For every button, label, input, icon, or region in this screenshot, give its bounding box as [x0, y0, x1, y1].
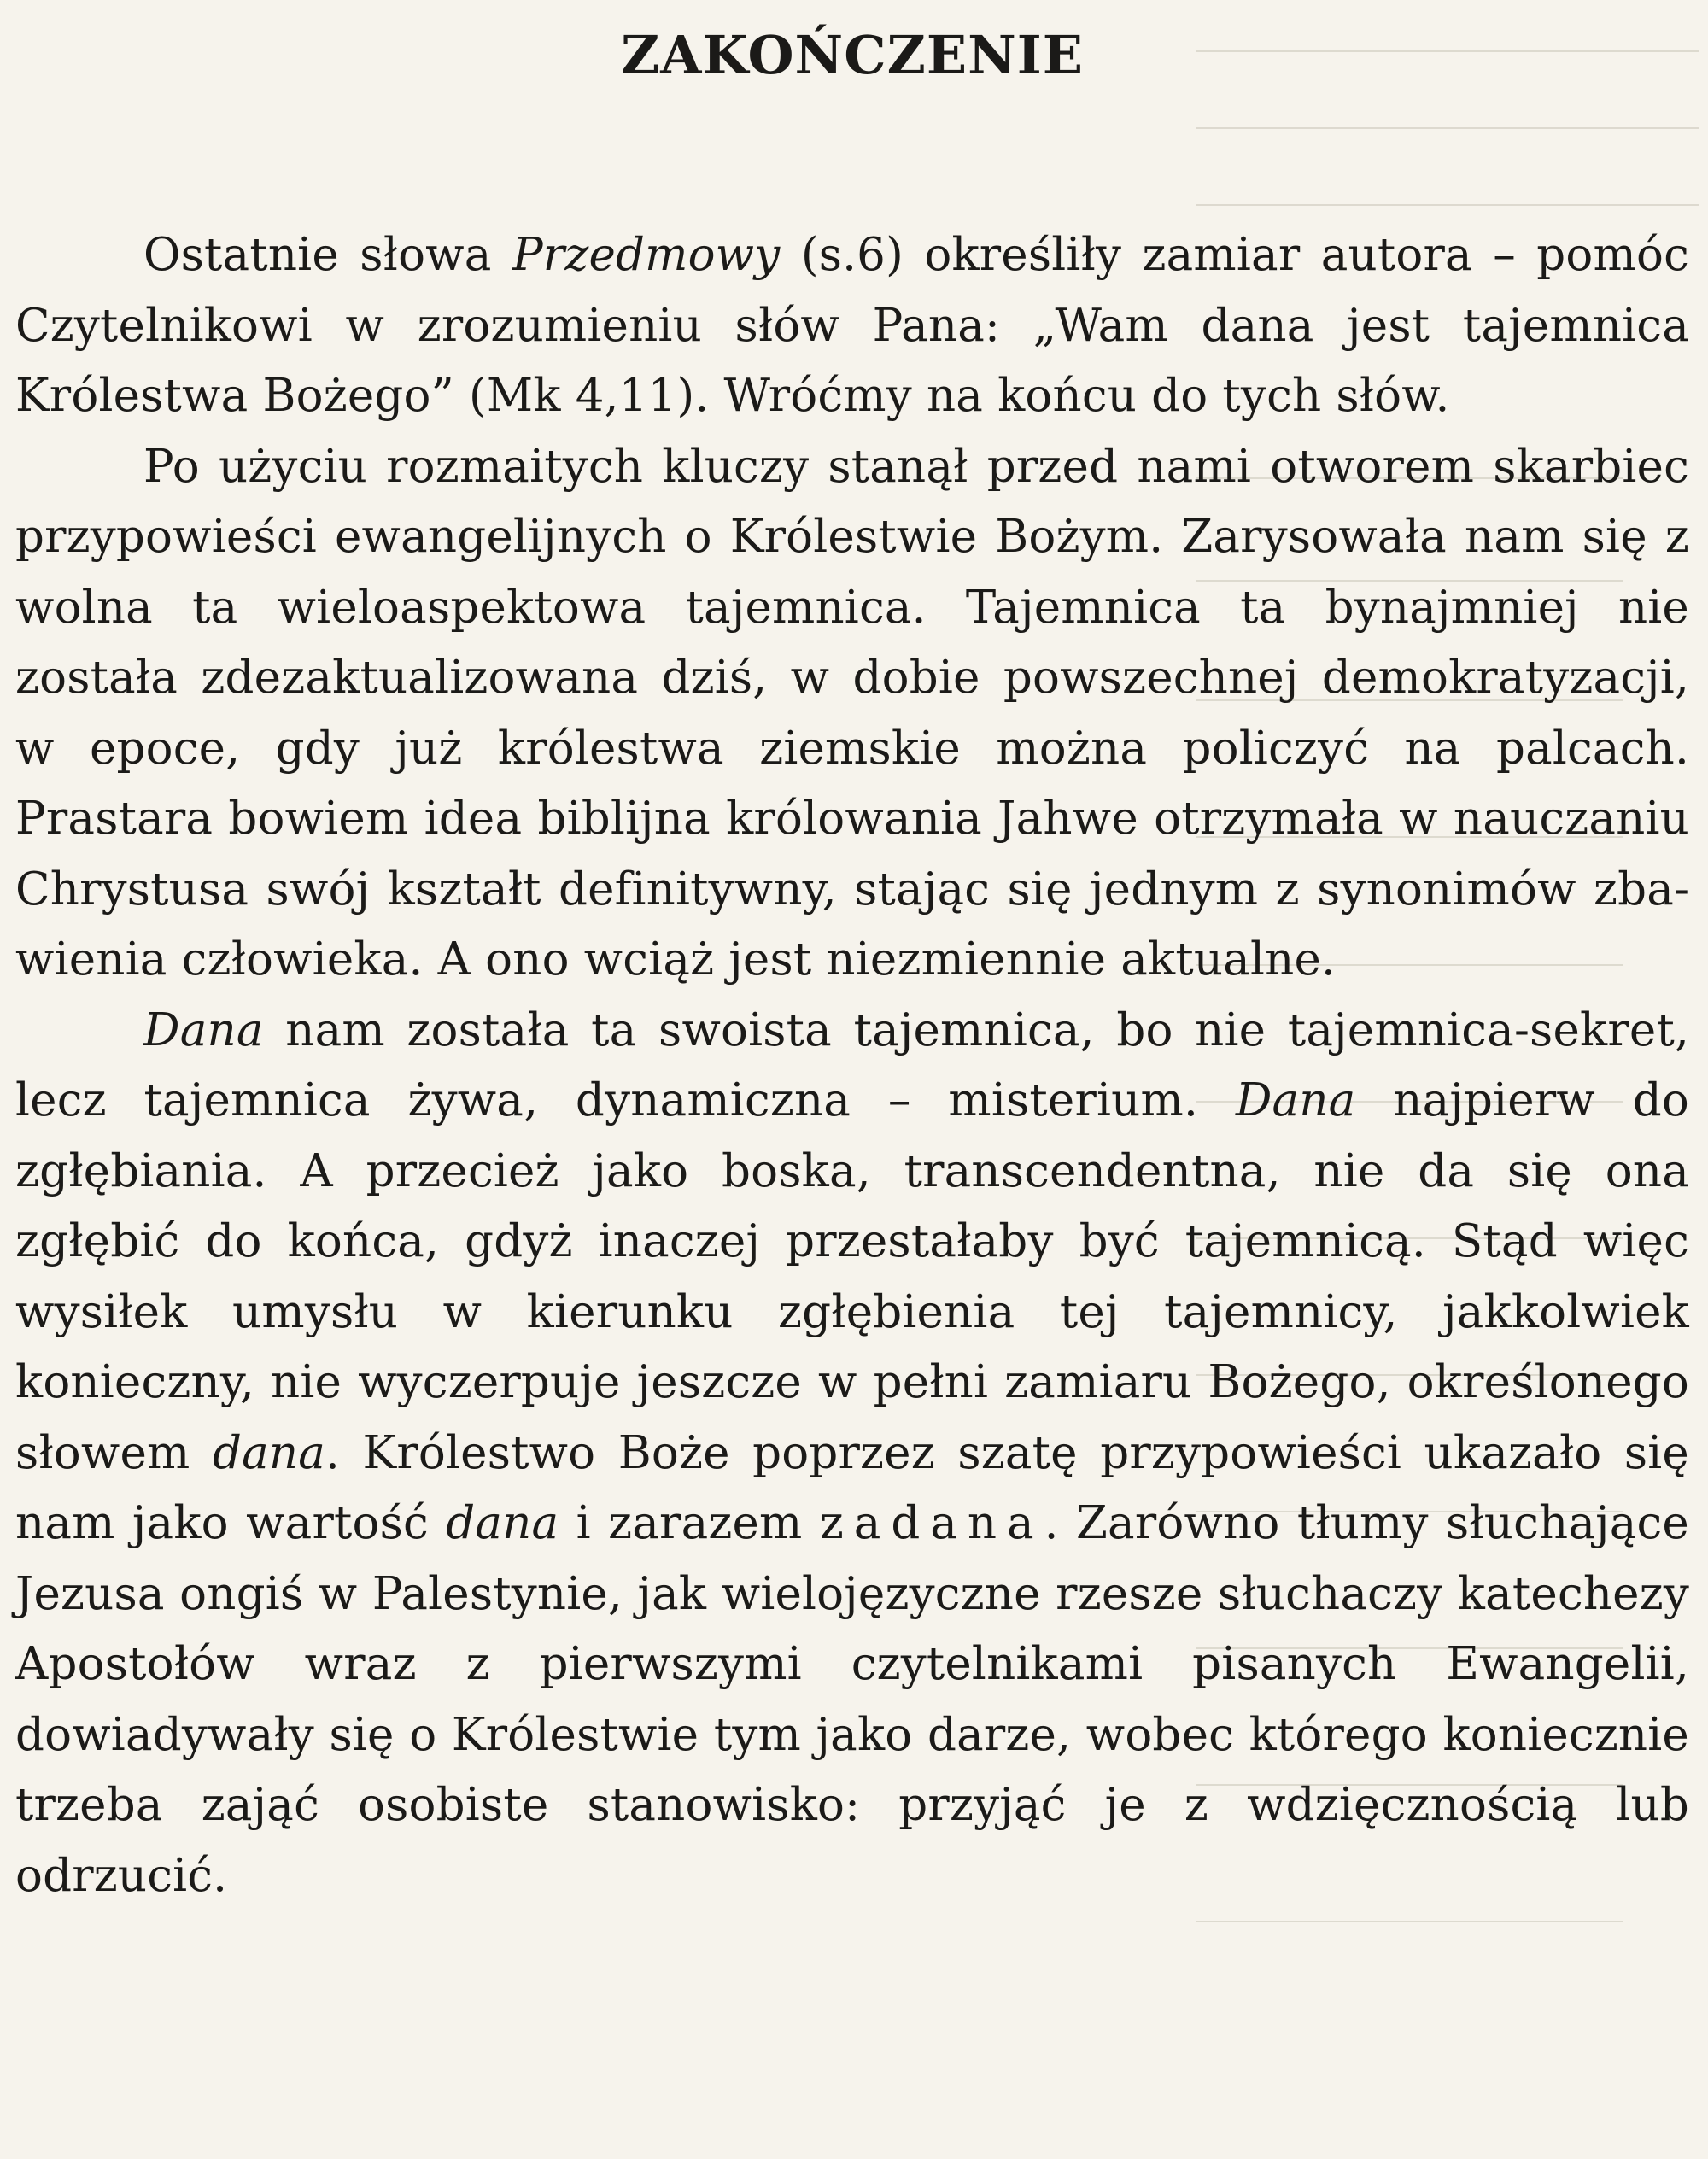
paragraph-1-text-2: (s.6) określiły zamiar autora – pomóc Czytelnikowi w zrozumieniu słów Pana: „Wam dana jest tajemnica Królestwa Bożego” (Mk 4,11). Wróćmy na końcu do tych słów.: [15, 229, 1689, 422]
paragraph-3-spaced-zadana: zadana: [819, 1497, 1044, 1549]
chapter-title: ZAKOŃCZENIE: [620, 24, 1085, 86]
paragraph-3-italic-dana-1: Dana: [143, 1003, 264, 1056]
paragraph-3-text-4: i zarazem: [559, 1497, 820, 1549]
paragraph-3-italic-dana-2: Dana: [1235, 1074, 1356, 1126]
paragraph-2: [15, 432, 1689, 996]
paragraph-3-text-1: nam została ta swoista tajemnica, bo nie tajemnica⁠-⁠sekret, lecz tajemnica żywa, dynamiczna – misterium.: [15, 1003, 1689, 1126]
paragraph-3: [15, 996, 1689, 1912]
paragraph-1-italic-przedmowy: Przedmowy: [512, 229, 781, 281]
paragraph-1: [15, 220, 1689, 432]
paragraph-3-italic-dana-4: dana: [446, 1497, 559, 1549]
paragraph-2-text: Po użyciu rozmaitych kluczy stanął przed nami otworem skarbiec przypowieści ewangelijnych o Królestwie Bożym. Zarysowała nam się z wolna ta wieloaspektowa tajemnica. Tajemnica ta bynajmniej nie została zdezaktualizowana dziś, w dobie powszechnej demokratyzacji, w epoce, gdy już królestwa ziemskie można policzyć na palcach. Prastara bowiem idea biblijna królowania Jahwe otrzymała w nauczaniu Chrystusa swój kształt definitywny, stając się jednym z synonimów zbawienia człowieka. A ono wciąż jest niezmiennie aktualne.: [15, 440, 1689, 986]
paragraph-3-text-5: . Zarówno tłumy słuchające Jezusa ongiś w Palestynie, jak wielojęzyczne rzesze słuchaczy katechezy Apostołów wraz z pierwszymi czytelnikami pisanych Ewangelii, dowiadywały się o Królestwie tym jako darze, wobec którego koniecznie trzeba zająć osobiste stanowisko: przyjąć je z wdzięcznością lub odrzucić.: [15, 1497, 1689, 1902]
chapter-body: [15, 220, 1689, 1911]
paragraph-3-text-2: najpierw do zgłębiania. A przecież jako boska, transcendentna, nie da się ona zgłębić do końca, gdyż inaczej przestałaby być tajemnicą. Stąd więc wysiłek umysłu w kierunku zgłębienia tej tajemnicy, jakkolwiek konieczny, nie wyczerpuje jeszcze w pełni zamiaru Bożego, określonego słowem: [15, 1074, 1689, 1479]
page: [15, 26, 1689, 1911]
paragraph-3-italic-dana-3: dana: [212, 1426, 326, 1479]
paragraph-1-text-1: Ostatnie słowa: [143, 229, 512, 281]
paragraph-3-text-3: . Królestwo Boże poprzez szatę przypowieści ukazało się nam jako wartość: [15, 1426, 1689, 1549]
